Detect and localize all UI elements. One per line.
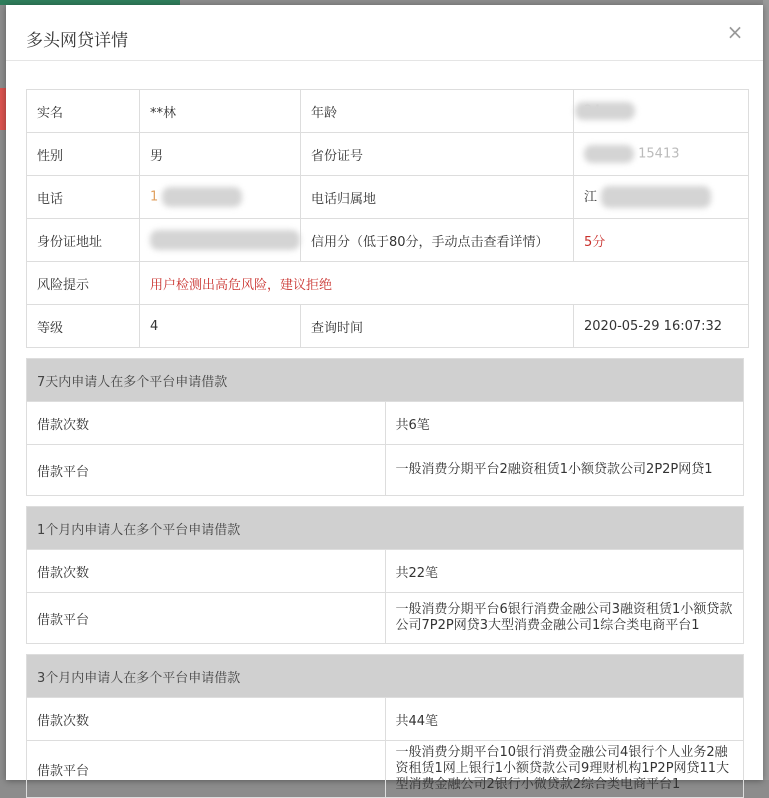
risk-label: 风险提示 — [27, 262, 140, 305]
section-1-month — [26, 506, 744, 644]
credit-score-value: 5分 — [574, 219, 749, 262]
loan-count-label: 借款次数 — [27, 550, 386, 593]
modal-title: 多头网贷详情 — [26, 31, 128, 51]
table-row — [27, 402, 744, 445]
loan-count-value: 共22笔 — [385, 550, 744, 593]
age-cell — [574, 90, 749, 133]
redacted-block — [150, 230, 300, 250]
loan-platform-label: 借款平台 — [27, 593, 386, 644]
query-time-value: 2020-05-29 16:07:32 — [574, 305, 749, 348]
loan-detail-modal — [6, 5, 763, 792]
section-3-months — [26, 654, 744, 798]
table-row — [27, 698, 744, 741]
section-header — [27, 359, 744, 402]
risk-value: 用户检测出高危风险，建议拒绝 — [140, 262, 749, 305]
phone-location-label: 电话归属地 — [301, 176, 574, 219]
redacted-block — [162, 187, 242, 207]
loan-platform-label: 借款平台 — [27, 741, 386, 798]
address-label: 身份证地址 — [27, 219, 140, 262]
credit-score-label[interactable]: 信用分（低于80分，手动点击查看详情） — [301, 219, 574, 262]
modal-header — [6, 5, 763, 61]
level-value: 4 — [140, 305, 301, 348]
table-row — [27, 445, 744, 496]
close-icon[interactable]: × — [726, 20, 744, 44]
redacted-block — [575, 102, 635, 120]
level-label: 等级 — [27, 305, 140, 348]
phone-location-cell — [574, 176, 749, 219]
loan-platform-value: 一般消费分期平台10银行消费金融公司4银行个人业务2融资租赁1网上银行1小额贷款公司9理财机构1P2P网贷11大型消费金融公司2银行小微贷款2综合类电商平台1 — [385, 741, 744, 798]
id-number-label: 省份证号 — [301, 133, 574, 176]
id-number-cell — [574, 133, 749, 176]
section-title: 7天内申请人在多个平台申请借款 — [27, 359, 744, 402]
section-title: 3个月内申请人在多个平台申请借款 — [27, 655, 744, 698]
table-row — [27, 90, 749, 133]
section-7-days — [26, 358, 744, 496]
gender-value: 男 — [140, 133, 301, 176]
real-name-label: 实名 — [27, 90, 140, 133]
gender-label: 性别 — [27, 133, 140, 176]
real-name-value: **林 — [140, 90, 301, 133]
table-row — [27, 593, 744, 644]
phone-cell — [140, 176, 301, 219]
loan-count-label: 借款次数 — [27, 698, 386, 741]
redacted-block — [584, 145, 634, 163]
loan-platform-value: 一般消费分期平台2融资租赁1小额贷款公司2P2P网贷1 — [385, 445, 744, 496]
loan-count-label: 借款次数 — [27, 402, 386, 445]
table-row — [27, 219, 749, 262]
info-table — [26, 89, 749, 348]
modal-content — [26, 89, 744, 798]
redacted-block — [601, 186, 711, 208]
loan-platform-label: 借款平台 — [27, 445, 386, 496]
section-title: 1个月内申请人在多个平台申请借款 — [27, 507, 744, 550]
table-row — [27, 741, 744, 798]
age-label: 年龄 — [301, 90, 574, 133]
table-row — [27, 305, 749, 348]
backdrop-right-edge — [763, 0, 769, 780]
table-row — [27, 262, 749, 305]
section-header — [27, 655, 744, 698]
table-row — [27, 550, 744, 593]
query-time-label: 查询时间 — [301, 305, 574, 348]
phone-location-value: 江 — [584, 189, 598, 205]
loan-count-value: 共44笔 — [385, 698, 744, 741]
table-row — [27, 176, 749, 219]
address-cell — [140, 219, 301, 262]
section-header — [27, 507, 744, 550]
phone-label: 电话 — [27, 176, 140, 219]
table-row — [27, 133, 749, 176]
id-number-value: 15413 — [638, 146, 680, 162]
phone-value: 1 — [150, 189, 159, 205]
loan-count-value: 共6笔 — [385, 402, 744, 445]
loan-platform-value: 一般消费分期平台6银行消费金融公司3融资租赁1小额贷款公司7P2P网贷3大型消费金融公司1综合类电商平台1 — [385, 593, 744, 644]
